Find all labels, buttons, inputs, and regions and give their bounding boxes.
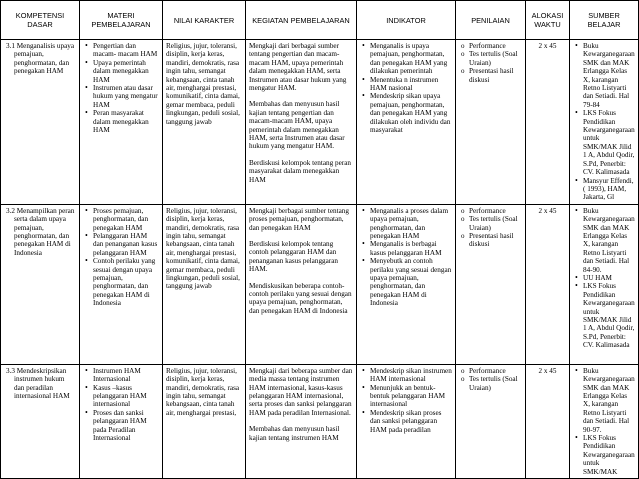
list-item: • LKS Fokus Pendidikan Kewarganegaraan untuk SMK/MAK <box>583 434 635 476</box>
kompetensi-text: 3.2 Menampilkan peran serta dalam upaya pemajuan, penghormatan, dan penegakan HAM di Indonesia <box>6 206 75 257</box>
list-item: • Menganalis is upaya pemajuan, penghormatan, dan penegakan HAM yang dilakukan pemerintah <box>370 42 452 76</box>
alokasi-value: 2 x 45 <box>538 42 557 50</box>
header-nilai: NILAI KARAKTER <box>163 1 246 40</box>
sumber-cell <box>570 40 639 205</box>
header-indikator: INDIKATOR <box>357 1 456 40</box>
indikator-cell <box>357 204 456 364</box>
list-item: o Performance <box>469 207 522 215</box>
list-item: • Upaya pemerintah dalam menegakkan HAM <box>93 59 159 84</box>
list-item: • Mendeskrip sikan upaya pemajuan, penghormatan, dan penegakan HAM yang dilakukan oleh individu dan masyarakat <box>370 92 452 134</box>
kompetensi-text: 3.1 Menganalisis upaya pemajuan, penghormatan, dan penegakan HAM <box>6 42 75 76</box>
list-item: o Presentasi hasil diskusi <box>469 67 522 84</box>
list-item: • Peran masyarakat dalam menegakkan HAM <box>93 109 159 134</box>
list-item: o Performance <box>469 367 522 375</box>
materi-cell <box>80 40 163 205</box>
list-item: • Contoh perilaku yang sesuai dengan upaya pemajuan, penghormatan, dan penegakan HAM di Indonesia <box>93 257 159 307</box>
indikator-cell <box>357 364 456 478</box>
alokasi-value: 2 x 45 <box>538 366 557 375</box>
list-item: • Menentuka n instrumen HAM nasional <box>370 76 452 93</box>
kompetensi-cell <box>1 364 80 478</box>
nilai-cell <box>163 364 246 478</box>
kegiatan-paragraph: Membahas dan menyusun hasil kajian tentang pengertian dan macam-macam HAM, upaya pemerintah dalam menegakkan HAM, serta Instrumen atau dasar hukum yang mengatur HAM. <box>249 100 345 151</box>
header-row <box>1 1 639 40</box>
list-item: • Menunjukk an bentuk-bentuk pelanggaran HAM internasional <box>370 384 452 409</box>
nilai-text: Religius, jujur, toleransi, disiplin, kerja keras, mandiri, demokratis, rasa ingin tahu, semangat kebangsaan, cinta tanah air, menghargai prestasi, <box>166 366 240 417</box>
kegiatan-paragraph: Berdiskusi kelompok tentang contoh pelanggaran HAM dan penanganan kasus pelanggaran HAM. <box>249 239 339 274</box>
kegiatan-paragraph: Membahas dan menyusun hasil kajian tentang instrumen HAM <box>249 425 340 442</box>
table-row <box>1 204 639 364</box>
kegiatan-paragraph: Mengkaji dari berbagai sumber tentang pengertian dan macam-macam HAM, upaya pemerintah dalam menegakkan HAM, serta Instrumen atau dasar hukum yang mengatur HAM. <box>249 42 347 93</box>
list-item: • Buku Kewarganegaraan SMK dan MAK Erlangga Kelas X, karangan Retno Listyarti dan Setiadi. Hal 90-97. <box>583 367 635 434</box>
kegiatan-paragraph: Berdiskusi kelompok tentang peran masyarakat dalam menegakkan HAM <box>249 158 352 184</box>
kegiatan-cell <box>246 204 357 364</box>
alokasi-cell <box>526 364 570 478</box>
header-penilaian: PENILAIAN <box>456 1 526 40</box>
list-item: • Kasus –kasus pelanggaran HAM internasional <box>93 384 159 409</box>
list-item: • Pengertian dan macam- macam HAM <box>93 42 159 59</box>
penilaian-cell <box>456 204 526 364</box>
header-sumber: SUMBER BELAJAR <box>570 1 639 40</box>
list-item: • LKS Fokus Pendidikan Kewarganegaraan untuk SMK/MAK Jilid 1 A, Abdul Qodir, S.Pd, Penerbit: CV. Kalimasada <box>583 109 635 176</box>
header-alokasi: ALOKASI WAKTU <box>526 1 570 40</box>
header-kompetensi: KOMPETENSI DASAR <box>1 1 80 40</box>
kompetensi-text: 3.3 Mendeskripsikan instrumen hukum dan peradilan internasional HAM <box>6 366 70 400</box>
list-item: • Mansyur Effendi, ( 1993), HAM, Jakarta, Gl <box>583 177 635 202</box>
list-item: • Menganalis a proses dalam upaya pemajuan, penghormatan, dan penegakan HAM <box>370 207 452 241</box>
nilai-cell <box>163 204 246 364</box>
kegiatan-cell <box>246 364 357 478</box>
list-item: • Proses pemajuan, penghormatan, dan penegakan HAM <box>93 207 159 232</box>
nilai-text: Religius, jujur, toleransi, disiplin, kerja keras, mandiri, demokratis, rasa ingin tahu, semangat kebangsaan, cinta tanah air, menghargai prestasi, komunikatif, cinta damai, gemar membaca, peduli lingkungan, peduli sosial, tanggung jawab <box>166 42 240 126</box>
kegiatan-cell <box>246 40 357 205</box>
alokasi-cell <box>526 204 570 364</box>
sumber-cell <box>570 204 639 364</box>
materi-cell <box>80 364 163 478</box>
table-row <box>1 364 639 478</box>
list-item: • Instrumen HAM Internasional <box>93 367 159 384</box>
list-item: • Buku Kewarganegaraan SMK dan MAK Erlangga Kelas X, karangan Retno Listyarti dan Setiadi. Hal 79-84 <box>583 42 635 109</box>
sumber-cell <box>570 364 639 478</box>
list-item: • Menganalis is berbagai kasus pelanggaran HAM <box>370 240 452 257</box>
list-item: • Proses dan sanksi pelanggaran HAM pada Peradilan Internasional <box>93 409 159 443</box>
alokasi-value: 2 x 45 <box>538 206 557 215</box>
kegiatan-paragraph: Mengkaji berbagai sumber tentang proses pemajuan, penghormatan, dan penegakan HAM <box>249 206 349 232</box>
list-item: • Mendeskrip sikan proses dan sanksi pelanggaran HAM pada peradilan <box>370 409 452 434</box>
kegiatan-paragraph: Mengkaji dari beberapa sumber dan media massa tentang instrumen HAM internasional, kasus-kasus pelanggaran HAM internasional, serta proses dan sanksi pelanggaran HAM pada peradilan Internasional. <box>249 366 353 417</box>
header-materi: MATERI PEMBELAJARAN <box>80 1 163 40</box>
header-kegiatan: KEGIATAN PEMBELAJARAN <box>246 1 357 40</box>
list-item: o Tes tertulis (Soal Uraian) <box>469 215 522 232</box>
list-item: • Mendeskrip sikan instrumen HAM internasional <box>370 367 452 384</box>
penilaian-cell <box>456 40 526 205</box>
kegiatan-paragraph: Mendiskusikan beberapa contoh-contoh perilaku yang sesuai dengan upaya pemajuan, penghormatan, dan penegakan HAM di Indonesia <box>249 281 352 315</box>
nilai-cell <box>163 40 246 205</box>
kompetensi-cell <box>1 204 80 364</box>
penilaian-cell <box>456 364 526 478</box>
list-item: o Performance <box>469 42 522 50</box>
list-item: • Instrumen atau dasar hukum yang mengatur HAM <box>93 84 159 109</box>
list-item: o Tes tertulis (Soal Uraian) <box>469 50 522 67</box>
list-item: • LKS Fokus Pendidikan Kewarganegaraan untuk SMK/MAK Jilid 1 A, Abdul Qodir, S.Pd, Penerbit: CV. Kalimasada <box>583 282 635 349</box>
list-item: • Menyebutk an contoh perilaku yang sesuai dengan upaya pemajuan, penghormatan, dan penegakan HAM di Indonesia <box>370 257 452 307</box>
indikator-cell <box>357 40 456 205</box>
materi-cell <box>80 204 163 364</box>
list-item: • UU HAM <box>583 274 635 282</box>
list-item: • Pelanggaran HAM dan penanganan kasus pelanggaran HAM <box>93 232 159 257</box>
list-item: o Presentasi hasil diskusi <box>469 232 522 249</box>
list-item: • Buku Kewarganegaraan SMK dan MAK Erlangga Kelas X, karangan Retno Listyarti dan Setiadi. Hal 84-90. <box>583 207 635 274</box>
nilai-text: Religius, jujur, toleransi, disiplin, kerja keras, mandiri, demokratis, rasa ingin tahu, semangat kebangsaan, cinta tanah air, menghargai prestasi, komunikatif, cinta damai, gemar membaca, peduli lingkungan, peduli sosial, tanggung jawab <box>166 206 240 291</box>
list-item: o Tes tertulis (Soal Uraian) <box>469 375 522 392</box>
kompetensi-cell <box>1 40 80 205</box>
alokasi-cell <box>526 40 570 205</box>
table-row <box>1 40 639 205</box>
